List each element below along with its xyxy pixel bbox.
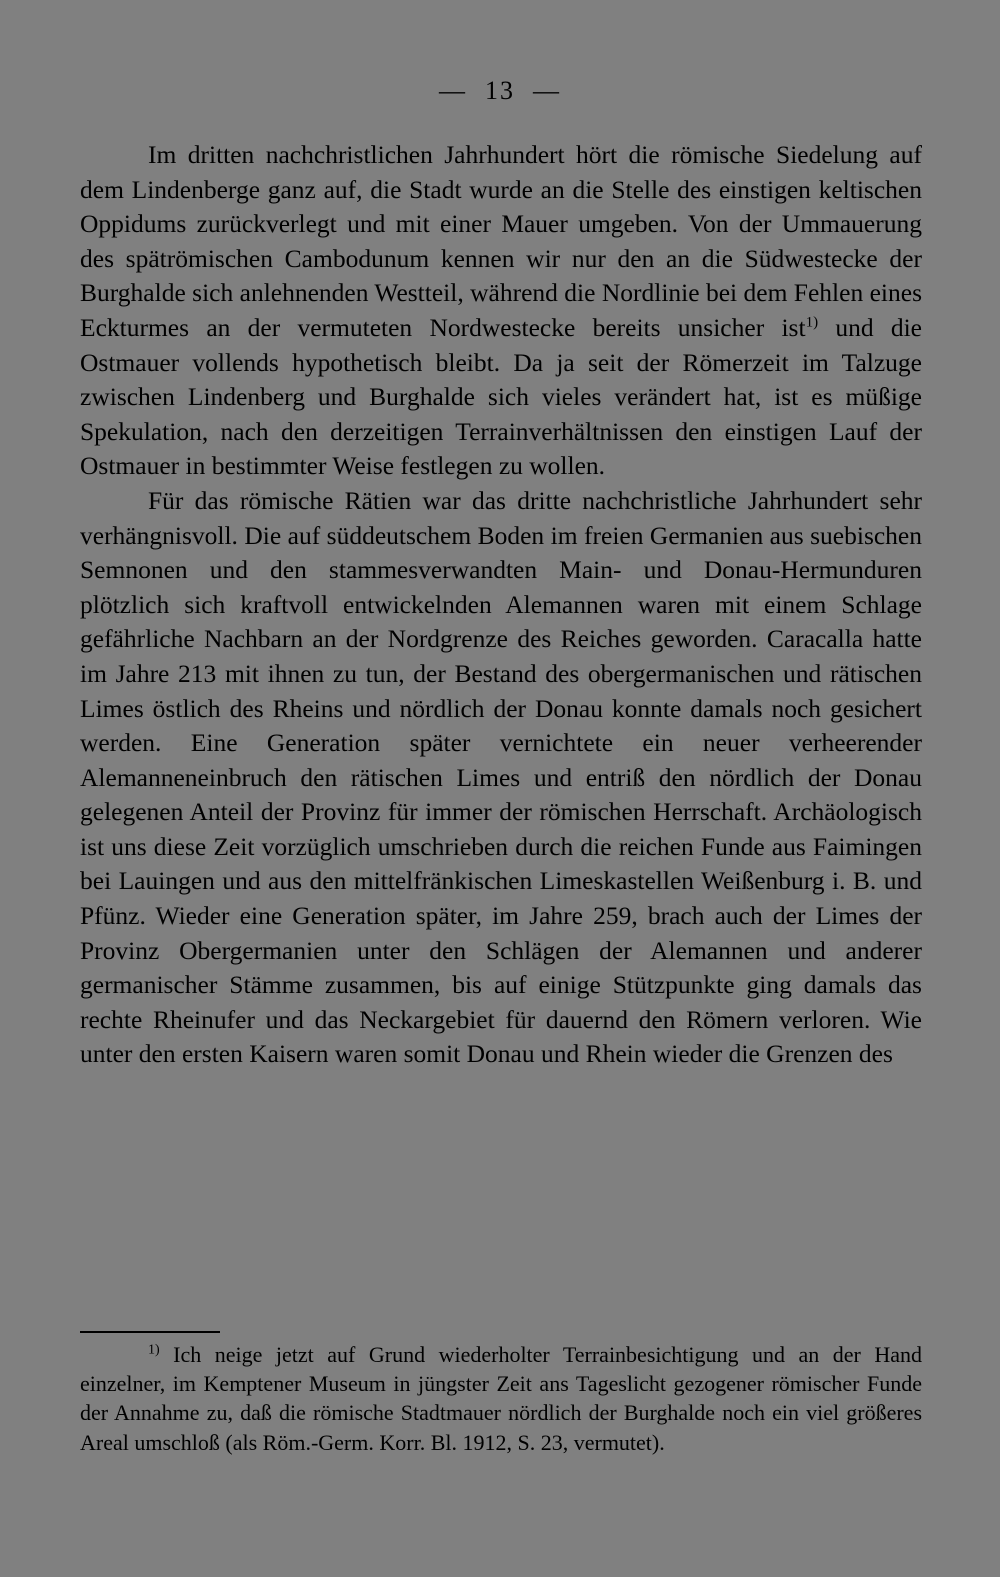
footnote-reference: 1) bbox=[805, 314, 819, 331]
footnote-separator bbox=[80, 1331, 220, 1333]
paragraph bbox=[80, 138, 922, 484]
paragraph-text: Im dritten nachchristlichen Jahrhundert hört die römische Siedelung auf dem Lindenberge ganz auf, die Stadt wurde an die Stelle des einstigen keltischen Oppidums zurückverlegt und mit einer Mauer umgeben. Von der Ummauerung des spätrömischen Cambodunum kennen wir nur den an die Südwestecke der Burghalde sich anlehnenden Westteil, während die Nordlinie bei dem Fehlen eines Eckturmes an der vermuteten Nordwestecke bereits unsicher ist bbox=[80, 140, 922, 342]
paragraph: Für das römische Rätien war das dritte nachchristliche Jahrhundert sehr verhängnisvoll. Die auf süddeutschem Boden im freien Germanien aus suebischen Semnonen und den stammesverwandten Main- und Donau-Hermunduren plötzlich sich kraftvoll entwickelnden Alemannen waren mit einem Schlage gefährliche Nachbarn an der Nordgrenze des Reiches geworden. Caracalla hatte im Jahre 213 mit ihnen zu tun, der Bestand des obergermanischen und rätischen Limes östlich des Rheins und nördlich der Donau konnte damals noch gesichert werden. Eine Generation später vernichtete ein neuer verheerender Alemanneneinbruch den rätischen Limes und entriß den nördlich der Donau gelegenen Anteil der Provinz für immer der römischen Herrschaft. Archäologisch ist uns diese Zeit vorzüglich umschrieben durch die reichen Funde aus Faimingen bei Lauingen und aus den mittelfränkischen Limeskastellen Weißenburg i. B. und Pfünz. Wieder eine Generation später, im Jahre 259, brach auch der Limes der Provinz Obergermanien unter den Schlägen der Alemannen und anderer germanischer Stämme zusammen, bis auf einige Stützpunkte ging damals das rechte Rheinufer und das Neckargebiet für dauernd den Römern verloren. Wie unter den ersten Kaisern waren somit Donau und Rhein wieder die Grenzen des bbox=[80, 485, 922, 1069]
page-number-value: 13 bbox=[485, 76, 515, 105]
page-number-dash-left: — bbox=[439, 76, 467, 105]
page-number bbox=[0, 76, 1000, 106]
main-text bbox=[80, 138, 922, 1072]
footnote-text: Ich neige jetzt auf Grund wiederholter Terrainbesichtigung und an der Hand einzelner, im Kemptener Museum in jüngster Zeit ans Tageslicht gezogener römischer Funde der Annahme zu, daß die römische Stadtmauer nördlich der Burghalde noch ein viel größeres Areal umschloß (als Röm.-Germ. Korr. Bl. 1912, S. 23, vermutet). bbox=[80, 1342, 922, 1455]
footnote-mark: 1) bbox=[148, 1342, 160, 1358]
paragraph-text: und die Ostmauer vollends hypothetisch bleibt. Da ja seit der Römerzeit im Talzuge zwischen Lindenberg und Burghalde sich vieles verändert hat, ist es müßige Spekulation, nach den derzeitigen Terrainverhältnissen den einstigen Lauf der Ostmauer in bestimmter Weise festlegen zu wollen. bbox=[80, 312, 923, 481]
page-number-dash-right: — bbox=[533, 76, 561, 105]
footnote bbox=[80, 1340, 922, 1457]
